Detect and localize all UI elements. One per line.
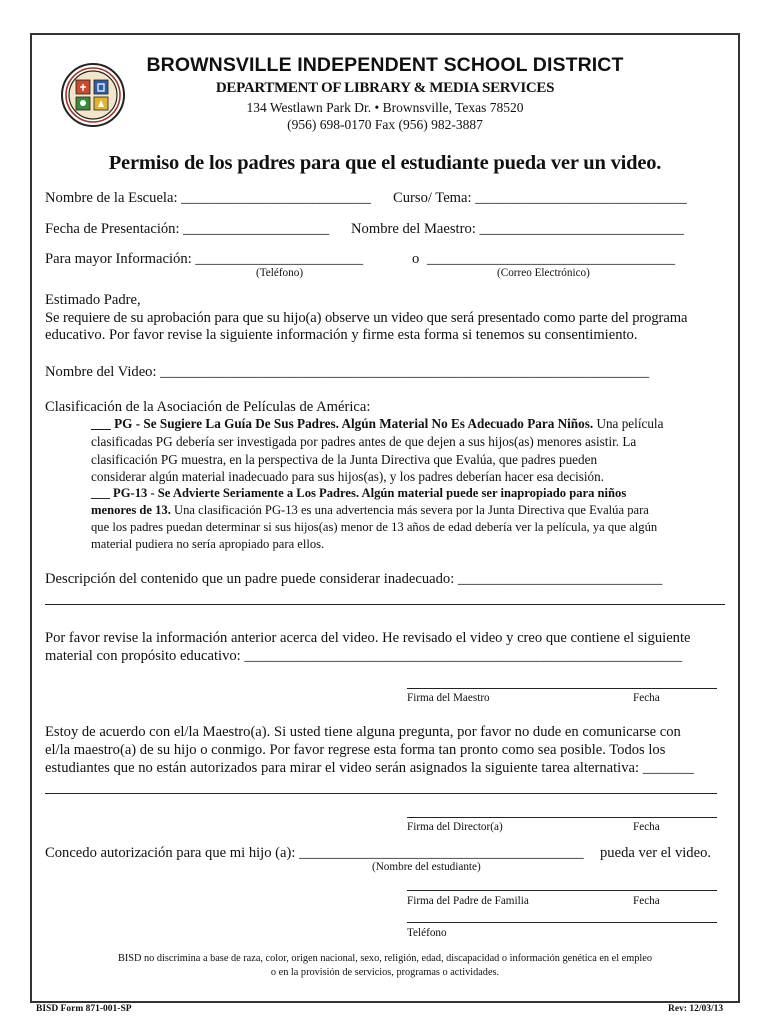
pg-heading: ___ PG - Se Sugiere La Guía De Sus Padres. Algún Material No Es Adecuado Para Niños. bbox=[91, 416, 594, 431]
content-description-line-2[interactable] bbox=[45, 604, 725, 605]
content-description-field[interactable]: Descripción del contenido que un padre puede considerar inadecuado: ____________________________ bbox=[45, 571, 663, 587]
pg-text-3: clasificación PG muestra, en la perspectiva de la Junta Directiva que Evalúa, que padres pueden bbox=[91, 452, 598, 467]
pg-option[interactable] bbox=[91, 416, 663, 432]
greeting: Estimado Padre, bbox=[45, 292, 141, 308]
teacher-name-field[interactable]: Nombre del Maestro: ____________________________ bbox=[351, 221, 684, 237]
alternative-assignment-field[interactable]: estudiantes que no están autorizados para mirar el video serán asignados la siguiente tarea alternativa: _______ bbox=[45, 760, 694, 776]
department-name: DEPARTMENT OF LIBRARY & MEDIA SERVICES bbox=[215, 80, 555, 96]
student-name-field[interactable]: Concedo autorización para que mi hijo (a): _______________________________________ bbox=[45, 845, 584, 861]
district-name: BROWNSVILLE INDEPENDENT SCHOOL DISTRICT bbox=[146, 54, 624, 76]
pg-text-4: considerar algún material inadecuado para sus hijos(as), y los padres deberían hacer esa decisión. bbox=[91, 469, 605, 484]
video-name-field[interactable]: Nombre del Video: ___________________________________________________________________ bbox=[45, 364, 650, 380]
phone-fax: (956) 698-0170 Fax (956) 982-3887 bbox=[287, 117, 483, 132]
parent-signature-label: Firma del Padre de Familia bbox=[407, 895, 529, 907]
non-discrimination-line-2: o en la provisión de servicios, programas o actividades. bbox=[270, 967, 500, 978]
review-text-1: Por favor revise la información anterior acerca del video. He revisado el video y creo que contiene el siguiente bbox=[45, 630, 691, 646]
pg-text-2: clasificadas PG debería ser investigada por padres antes de que dejen a sus hijos(as) menores asistir. La bbox=[91, 434, 637, 449]
parent-phone-line[interactable] bbox=[407, 922, 717, 923]
form-id: BISD Form 871-001-SP bbox=[36, 1004, 132, 1014]
teacher-signature-label: Firma del Maestro bbox=[407, 692, 490, 704]
form-title: Permiso de los padres para que el estudiante pueda ver un video. bbox=[108, 152, 662, 174]
agree-text-1: Estoy de acuerdo con el/la Maestro(a). Si usted tiene alguna pregunta, por favor no dude en comunicarse con bbox=[45, 724, 681, 740]
pg13-text-1 bbox=[91, 503, 649, 518]
pg13-text-2: que los padres puedan determinar si sus hijos(as) menor de 13 años de edad debería ver la película, ya que algún bbox=[91, 520, 658, 534]
pg13-option[interactable]: ___ PG-13 - Se Advierte Seriamente a Los Padres. Algún material puede ser inapropiado para niños bbox=[91, 486, 627, 500]
pg13-rest: Una clasificación PG-13 es una advertencia más severa por la Junta Directiva que Evalúa para bbox=[170, 503, 649, 517]
parent-phone-label: Teléfono bbox=[407, 927, 447, 939]
teacher-date-label: Fecha bbox=[633, 692, 660, 704]
alternative-assignment-line-2[interactable] bbox=[45, 793, 717, 794]
agree-text-2: el/la maestro(a) de su hijo o conmigo. Por favor regrese esta forma tan pronto como sea posible. Todos los bbox=[45, 742, 666, 758]
phone-caption: (Teléfono) bbox=[256, 267, 304, 279]
director-signature-line[interactable] bbox=[407, 817, 717, 818]
non-discrimination-line-1: BISD no discrimina a base de raza, color, origen nacional, sexo, religión, edad, discapacidad o información genética en el empleo bbox=[118, 953, 652, 964]
or-label: o bbox=[412, 251, 420, 267]
info-email-field[interactable]: __________________________________ bbox=[427, 251, 676, 267]
presentation-date-field[interactable]: Fecha de Presentación: ____________________ bbox=[45, 221, 330, 237]
director-signature-label: Firma del Director(a) bbox=[407, 821, 503, 833]
parent-date-label: Fecha bbox=[633, 895, 660, 907]
rating-heading: Clasificación de la Asociación de Películas de América: bbox=[45, 399, 371, 415]
intro-line-1: Se requiere de su aprobación para que su hijo(a) observe un video que será presentado como parte del programa bbox=[45, 310, 688, 326]
info-phone-field[interactable]: Para mayor Información: _______________________ bbox=[45, 251, 364, 267]
student-name-caption: (Nombre del estudiante) bbox=[372, 861, 481, 873]
educational-material-field[interactable]: material con propósito educativo: ____________________________________________________________ bbox=[45, 648, 683, 664]
address: 134 Westlawn Park Dr. • Brownsville, Texas 78520 bbox=[246, 100, 524, 115]
director-date-label: Fecha bbox=[633, 821, 660, 833]
pg13-bold: menores de 13. bbox=[91, 503, 171, 517]
course-field[interactable]: Curso/ Tema: _____________________________ bbox=[393, 190, 687, 206]
consent-suffix: pueda ver el video. bbox=[600, 845, 712, 861]
school-name-field[interactable]: Nombre de la Escuela: __________________________ bbox=[45, 190, 371, 206]
revision-date: Rev: 12/03/13 bbox=[668, 1004, 724, 1014]
teacher-signature-line[interactable] bbox=[407, 688, 717, 689]
pg-text-1: Una película bbox=[593, 416, 664, 431]
intro-line-2: educativo. Por favor revise la siguiente información y firme esta forma si tenemos su consentimiento. bbox=[45, 327, 638, 343]
email-caption: (Correo Electrónico) bbox=[497, 267, 590, 279]
parent-signature-line[interactable] bbox=[407, 890, 717, 891]
pg13-text-3: material pudiera no sería apropiado para ellos. bbox=[91, 537, 325, 551]
